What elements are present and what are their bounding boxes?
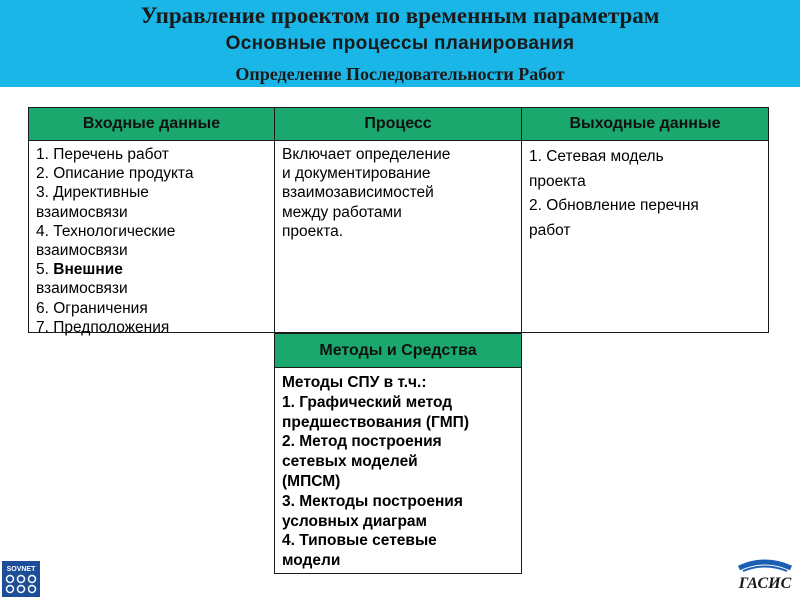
outputs-cell — [521, 140, 769, 333]
methods-line: условных диаграм — [282, 512, 428, 530]
process-line: между работами — [282, 203, 402, 221]
inputs-line: взаимосвязи — [36, 242, 128, 260]
inputs-line: 2. Описание продукта — [36, 165, 194, 183]
inputs-cell — [28, 140, 275, 336]
methods-line: 2. Метод построения — [282, 433, 442, 451]
inputs-item5-number: 5. — [36, 261, 49, 279]
inputs-item5-emphasis: Внешние — [53, 261, 123, 279]
outputs-line: 1. Сетевая модель — [529, 148, 664, 165]
methods-line: модели — [282, 552, 341, 570]
process-header: Процесс — [274, 107, 522, 141]
sovnet-logo — [2, 561, 40, 602]
gasis-logo-text: ГАСИС — [738, 575, 792, 592]
page-subtitle: Основные процессы планирования — [225, 33, 575, 54]
methods-line: 4. Типовые сетевые — [282, 532, 437, 550]
inputs-line: взаимосвязи — [36, 203, 128, 221]
inputs-line: 6. Ограничения — [36, 299, 148, 317]
methods-line: Методы СПУ в т.ч.: — [282, 374, 427, 391]
process-line: Включает определение — [282, 146, 451, 163]
methods-line: (МПСМ) — [282, 472, 341, 490]
process-line: взаимозависимостей — [282, 184, 434, 202]
process-line: и документирование — [282, 165, 431, 183]
methods-cell — [274, 367, 522, 574]
inputs-line: 4. Технологические — [36, 222, 176, 240]
outputs-line: проекта — [529, 172, 586, 190]
inputs-line-5 — [36, 260, 274, 279]
outputs-line: работ — [529, 221, 571, 239]
page-title: Управление проектом по временным параметрам — [140, 3, 660, 28]
methods-line: 1. Графический метод — [282, 393, 453, 411]
inputs-line: 3. Директивные — [36, 184, 149, 202]
inputs-line: 7. Предположения — [36, 318, 170, 336]
gasis-logo — [733, 558, 797, 597]
section-title: Определение Последовательности Работ — [235, 64, 565, 84]
inputs-header: Входные данные — [28, 107, 275, 141]
outputs-line: 2. Обновление перечня — [529, 197, 699, 214]
inputs-line: взаимосвязи — [36, 280, 128, 298]
methods-line: сетевых моделей — [282, 453, 418, 471]
process-cell — [274, 140, 522, 333]
header-banner — [0, 0, 800, 87]
inputs-line: 1. Перечень работ — [36, 146, 169, 163]
outputs-header: Выходные данные — [521, 107, 769, 141]
methods-header: Методы и Средства — [274, 333, 522, 368]
process-line: проекта. — [282, 222, 344, 240]
sovnet-logo-text: SOVNET — [6, 566, 36, 573]
methods-line: 3. Мектоды построения — [282, 492, 463, 510]
methods-line: предшествования (ГМП) — [282, 413, 469, 431]
